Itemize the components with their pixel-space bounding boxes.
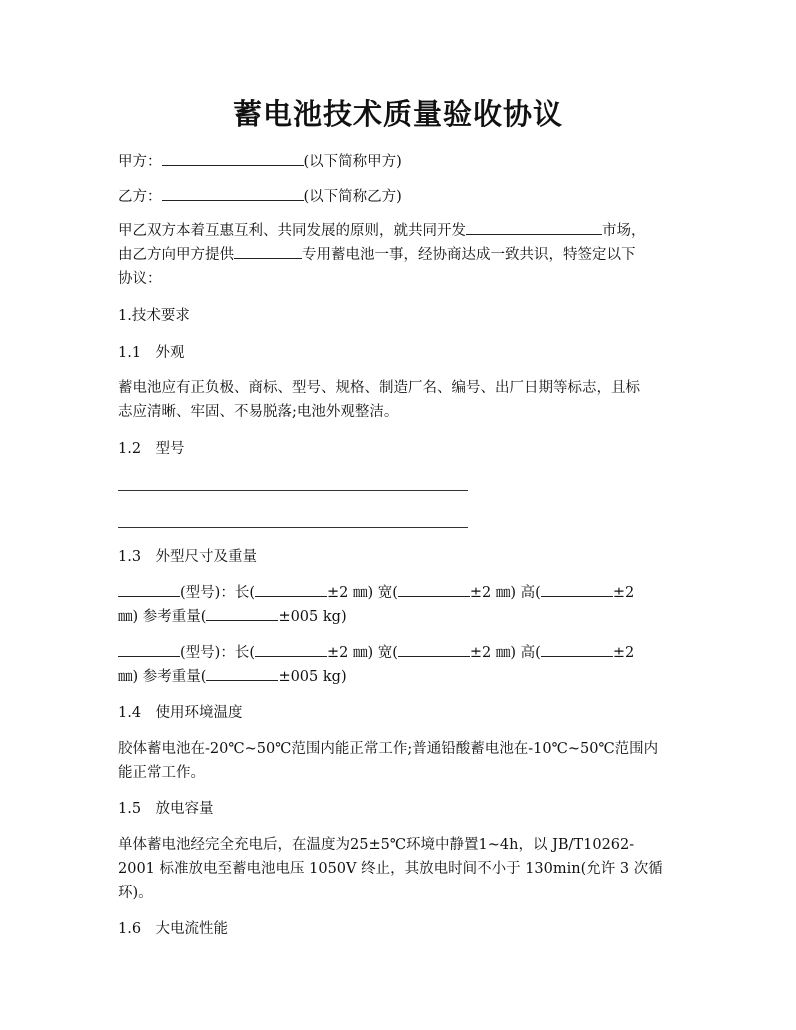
weight-blank[interactable] [206, 666, 278, 681]
height-blank[interactable] [541, 642, 613, 657]
dimension-text: ±2 ㎜) 高( [469, 585, 541, 601]
section-1-1-text: 志应清晰、牢固、不易脱落;电池外观整洁。 [118, 404, 399, 420]
intro-line-1 [118, 219, 680, 243]
page-title: 蓄电池技术质量验收协议 [232, 97, 563, 131]
intro-text: 由乙方向甲方提供 [118, 247, 234, 263]
length-blank[interactable] [255, 642, 327, 657]
product-blank[interactable] [234, 244, 302, 259]
section-1-1-text: 蓄电池应有正负极、商标、型号、规格、制造厂名、编号、出厂日期等标志，且标 [118, 380, 640, 396]
dimension-text: (型号)：长( [180, 645, 255, 661]
intro-text: 甲乙双方本着互惠互利、共同发展的原则，就共同开发 [118, 223, 466, 239]
section-1-heading: 1.技术要求 [118, 308, 190, 324]
intro-text: 专用蓄电池一事，经协商达成一致共识，特签定以下 [302, 247, 636, 263]
model-blank[interactable] [118, 582, 180, 597]
section-1-4-heading: 1.4 使用环境温度 [118, 705, 243, 721]
dimension-row-2 [118, 641, 680, 665]
width-blank[interactable] [398, 582, 470, 597]
dimension-text: ±2 [612, 645, 635, 661]
dimension-text: ±2 ㎜) 宽( [326, 585, 398, 601]
dimension-text: ㎜) 参考重量( [118, 669, 207, 685]
party-a-line [118, 150, 680, 174]
height-blank[interactable] [541, 582, 613, 597]
model-blank-line[interactable] [118, 527, 468, 528]
section-1-5-text: 单体蓄电池经完全充电后，在温度为25±5℃环境中静置1~4h，以 JB/T10262- [118, 837, 635, 853]
weight-blank[interactable] [206, 606, 278, 621]
section-1-6-heading: 1.6 大电流性能 [118, 921, 229, 937]
dimension-row-1 [118, 581, 680, 605]
intro-line-2 [118, 243, 680, 267]
party-a-suffix: (以下简称甲方) [303, 154, 402, 170]
intro-text: 市场， [602, 223, 646, 239]
party-a-label: 甲方： [118, 154, 162, 170]
section-1-2-heading: 1.2 型号 [118, 441, 185, 457]
length-blank[interactable] [255, 582, 327, 597]
party-a-blank[interactable] [162, 151, 304, 166]
party-b-label: 乙方： [118, 189, 162, 205]
dimension-text: ±005 kg) [278, 609, 347, 625]
dimension-text: (型号)：长( [180, 585, 255, 601]
intro-line-3: 协议： [118, 271, 162, 287]
weight-row-1 [118, 605, 680, 629]
model-blank[interactable] [118, 642, 180, 657]
market-blank[interactable] [466, 220, 602, 235]
dimension-text: ±2 ㎜) 高( [469, 645, 541, 661]
weight-row-2 [118, 665, 680, 689]
model-blank-line[interactable] [118, 490, 468, 491]
section-1-4-text: 胶体蓄电池在-20℃~50℃范围内能正常工作;普通铅酸蓄电池在-10℃~50℃范围内 [118, 741, 659, 757]
party-b-line [118, 185, 680, 209]
section-1-5-text: 环)。 [118, 885, 153, 901]
section-1-1-heading: 1.1 外观 [118, 345, 185, 361]
width-blank[interactable] [398, 642, 470, 657]
dimension-text: ±2 ㎜) 宽( [326, 645, 398, 661]
dimension-text: ㎜) 参考重量( [118, 609, 207, 625]
dimension-text: ±2 [612, 585, 635, 601]
dimension-text: ±005 kg) [278, 669, 347, 685]
party-b-blank[interactable] [162, 186, 304, 201]
party-b-suffix: (以下简称乙方) [303, 189, 402, 205]
section-1-5-heading: 1.5 放电容量 [118, 801, 214, 817]
section-1-4-text: 能正常工作。 [118, 765, 205, 781]
section-1-3-heading: 1.3 外型尺寸及重量 [118, 549, 258, 565]
section-1-5-text: 2001 标准放电至蓄电池电压 1050V 终止，其放电时间不小于 130min(允许 3 次循 [118, 861, 663, 877]
